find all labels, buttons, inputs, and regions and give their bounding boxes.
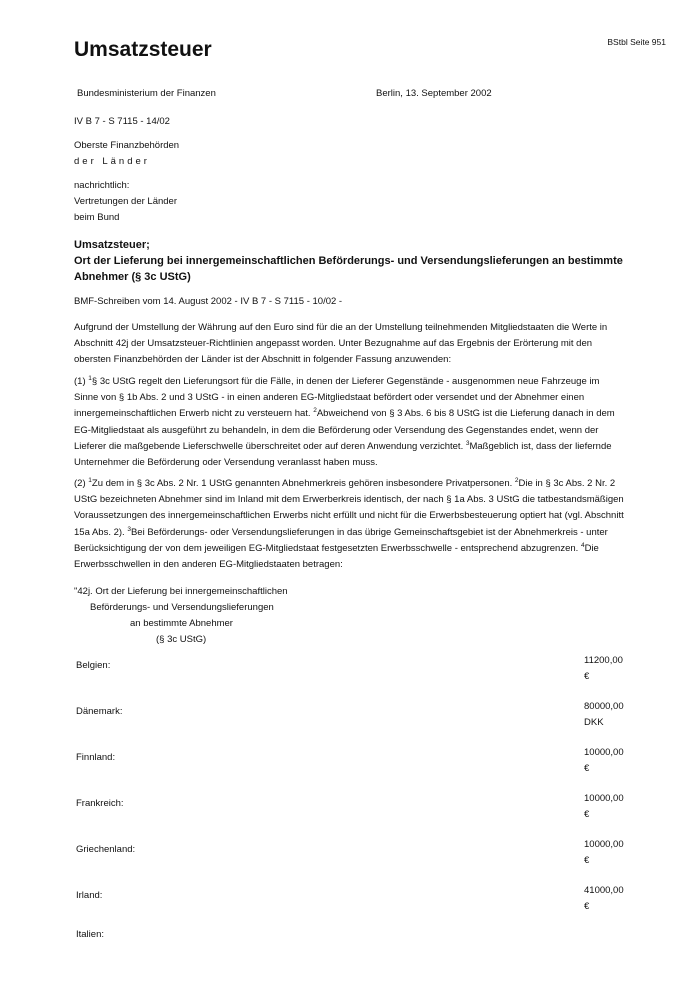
section-title-line: Beförderungs- und Versendungslieferungen (90, 602, 274, 613)
sentence: Abweichend von § 3 Abs. 6 bis 8 UStG ist die Lieferung danach in dem EG-Mitgliedstaat als ausgeführt zu behandeln, in dem die Beförderung oder Versendung des Gegenstandes endet, wenn der Lieferer die maßgebende Lieferschwelle überschreitet oder auf deren Anwendung verzichtet. (74, 408, 615, 452)
threshold-value (584, 699, 624, 731)
document-title: Umsatzsteuer (74, 38, 212, 61)
sentence-number: 3 (465, 439, 470, 447)
paragraph-number: (1) (74, 376, 86, 387)
sentence-number: 4 (580, 541, 585, 549)
threshold-currency: € (584, 671, 590, 682)
paragraph-number: (2) (74, 478, 86, 489)
place-date: Berlin, 13. September 2002 (376, 88, 492, 99)
sentence-number: 3 (127, 525, 131, 533)
heading-line: Umsatzsteuer; (74, 239, 150, 251)
copy-line: beim Bund (74, 212, 120, 223)
country-label: Frankreich: (76, 798, 124, 809)
heading-line: Ort der Lieferung bei innergemeinschaftlichen Beförderungs- und Versendungslieferungen an bestimmte (74, 255, 623, 267)
sentence-number: 1 (88, 374, 92, 382)
threshold-value (584, 837, 624, 869)
threshold-amount: 11200,00 (584, 655, 623, 666)
country-label: Griechenland: (76, 844, 136, 855)
intro-paragraph: Aufgrund der Umstellung der Währung auf den Euro sind für die an der Umstellung teilnehmenden Mitgliedstaaten die Werte in Abschnitt 42j der Umsatzsteuer-Richtlinien angepasst worden. Unter Bezugnahme auf das Ergebnis der Erörterung mit den obersten Finanzbehörden der Länder ist der Abschnitt in folgender Fassung anzuwenden: (74, 322, 608, 366)
sentence: Zu dem in § 3c Abs. 2 Nr. 1 UStG genannten Abnehmerkreis gehören insbesondere Privatpersonen. (91, 478, 513, 489)
threshold-currency: € (584, 901, 590, 912)
sentence: Die Erwerbsschwellen in den anderen EG-Mitgliedstaaten betragen: (74, 542, 599, 571)
country-label: Belgien: (76, 660, 111, 671)
section-title-line: an bestimmte Abnehmer (130, 618, 233, 629)
country-label: Italien: (76, 929, 104, 940)
sentence-number: 2 (514, 476, 519, 484)
heading-line: Abnehmer (§ 3c UStG) (74, 271, 191, 283)
threshold-amount: 10000,00 (584, 793, 624, 804)
threshold-value (584, 653, 623, 685)
threshold-currency: € (584, 809, 590, 820)
ministry-name: Bundesministerium der Finanzen (77, 88, 216, 99)
threshold-value (584, 883, 624, 915)
subject-heading (74, 237, 634, 285)
sentence: Bei Beförderungs- oder Versendungslieferungen in das übrige Gemeinschaftsgebiet ist der Abnehmerkreis - unter Berücksichtigung der von dem jeweiligen EG-Mitgliedstaat festgesetzten Erwerbsschwelle - entsprechend abzugrenzen. (74, 526, 608, 554)
section-title-block (74, 584, 288, 648)
threshold-currency: € (584, 763, 590, 774)
reference-number: IV B 7 - S 7115 - 14/02 (74, 116, 170, 127)
copy-label: nachrichtlich: (74, 180, 130, 191)
copy-line: Vertretungen der Länder (74, 196, 177, 207)
country-label: Finnland: (76, 752, 116, 763)
threshold-value (584, 745, 624, 777)
threshold-currency: DKK (584, 717, 604, 728)
copy-block (74, 178, 177, 226)
sentence: § 3c UStG regelt den Lieferungsort für die Fälle, in denen der Lieferer Gegenstände - ausgenommen neue Fahrzeuge im Sinne von § 1b Abs. 2 und 3 UStG - in einen anderen EG-Mitgliedstaat befördert oder versendet und der Abnehmer einen innergemeinschaftlichen Erwerb nicht zu versteuern hat. (74, 376, 600, 420)
threshold-currency: € (584, 855, 590, 866)
recipient-block (74, 138, 179, 170)
recipient-line: Oberste Finanzbehörden (74, 140, 180, 151)
paragraph-1 (74, 374, 624, 471)
bmf-reference: BMF-Schreiben vom 14. August 2002 - IV B 7 - S 7115 - 10/02 - (74, 296, 343, 307)
threshold-amount: 10000,00 (584, 839, 624, 850)
country-label: Irland: (76, 890, 103, 901)
sentence-number: 2 (313, 407, 317, 415)
threshold-amount: 41000,00 (584, 885, 624, 896)
paragraph-2 (74, 476, 624, 573)
page-reference: BStbl Seite 951 (607, 37, 666, 47)
recipient-line: der Länder (74, 156, 150, 167)
sentence: Maßgeblich ist, dass der liefernde Unternehmer die Beförderung oder Versendung veranlasst haben muss. (74, 440, 612, 469)
sentence-number: 1 (88, 476, 92, 484)
country-label: Dänemark: (76, 706, 123, 717)
section-title-line: (§ 3c UStG) (156, 634, 207, 645)
threshold-value (584, 791, 624, 823)
section-title-line: "42j. Ort der Lieferung bei innergemeinschaftlichen (74, 586, 288, 597)
threshold-amount: 10000,00 (584, 747, 624, 758)
sentence: Die in § 3c Abs. 2 Nr. 2 UStG bezeichneten Abnehmer sind im Inland mit dem Erwerberkreis identisch, der nach § 1a Abs. 3 UStG die tatbestandsmäßigen Voraussetzungen des innergemeinschaftlichen Erwerbs nicht erfüllt und nicht für die Erwerbsbesteuerung optiert hat (vgl. Abschnitt 15a Abs. 2). (74, 478, 624, 538)
threshold-amount: 80000,00 (584, 701, 624, 712)
